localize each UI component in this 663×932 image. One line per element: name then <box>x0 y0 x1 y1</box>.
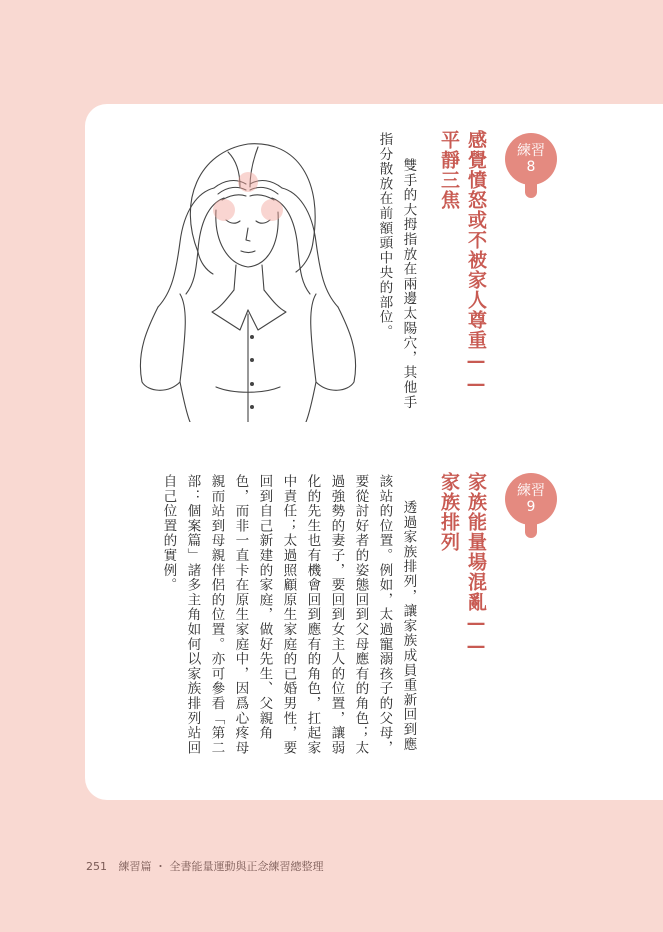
exercise-9-body-line-5: 化的先生也有機會回到應有的角色，扛起家 <box>304 474 321 756</box>
exercise-9-subtitle: 家族排列 <box>438 472 460 552</box>
exercise-9-body-line-9: 親而站到母親伴侶的位置。亦可參看「第二 <box>208 474 225 756</box>
exercise-9-body-line-2: 該站的位置。例如，太過寵溺孩子的父母， <box>376 474 393 756</box>
exercise-9-badge <box>505 473 557 525</box>
running-header: 練習篇 ・ 全書能量運動與正念練習總整理 <box>118 860 324 873</box>
exercise-9-title: 家族能量場混亂—— <box>465 472 487 658</box>
exercise-9-body-line-6: 中責任；太過照顧原生家庭的已婚男性，要 <box>280 474 297 756</box>
exercise-9-badge-number: 9 <box>526 499 536 515</box>
exercise-8-body-line-1: 雙手的大拇指放在兩邊太陽穴，其他手 <box>400 158 417 410</box>
exercise-8-badge-tail <box>525 184 537 198</box>
exercise-8-subtitle: 平靜三焦 <box>438 130 460 210</box>
exercise-9-body-line-8: 色，而非一直卡在原生家庭中，因爲心疼母 <box>232 474 249 756</box>
exercise-8-body-line-2: 指分散放在前額頭中央的部位。 <box>376 132 393 340</box>
exercise-9-body-line-7: 回到自己新建的家庭，做好先生、父親角 <box>256 474 273 741</box>
exercise-9-body-line-4: 過強勢的妻子，要回到女主人的位置，讓弱 <box>328 474 345 756</box>
woman-temple-massage-illustration <box>128 132 368 422</box>
exercise-8-badge <box>505 133 557 185</box>
exercise-9-badge-tail <box>525 524 537 538</box>
exercise-9-body-line-11: 自己位置的實例。 <box>160 474 177 593</box>
page-footer <box>86 858 324 874</box>
exercise-9-badge-label: 練習 <box>517 483 545 499</box>
exercise-8-title: 感覺憤怒或不被家人尊重—— <box>465 130 487 396</box>
exercise-9-body-line-1: 透過家族排列，讓家族成員重新回到應 <box>400 500 417 752</box>
exercise-8-badge-label: 練習 <box>517 143 545 159</box>
exercise-9-body-line-10: 部：個案篇」諸多主角如何以家族排列站回 <box>184 474 201 756</box>
page-number: 251 <box>86 860 107 873</box>
exercise-8-badge-number: 8 <box>526 159 536 175</box>
exercise-9-body-line-3: 要從討好者的姿態回到父母應有的角色；太 <box>352 474 369 756</box>
